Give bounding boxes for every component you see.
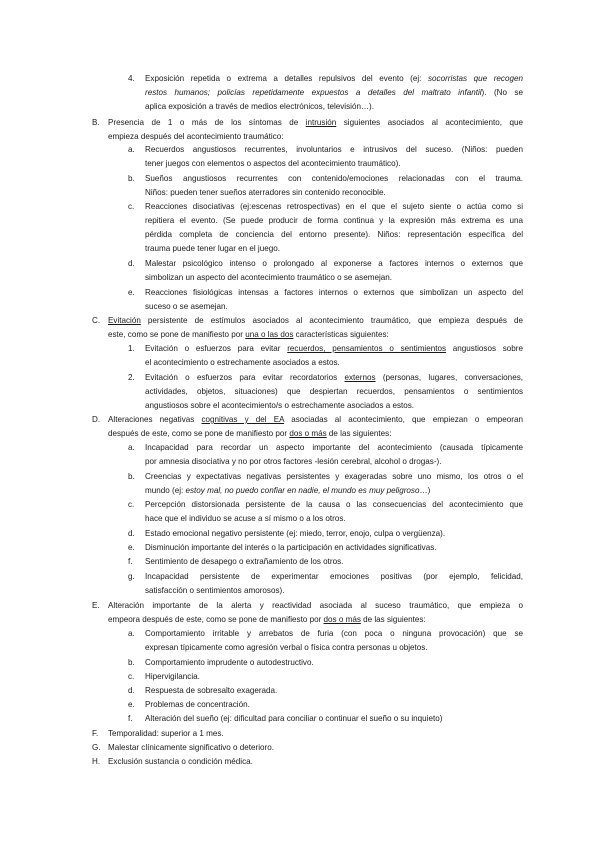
item-line: Sentimiento de desapego o extrañamiento de los otros.: [145, 557, 344, 566]
item-line: repitiera el evento. (Se puede producir de forma continua y la expresión más extrema es una: [145, 216, 523, 225]
section-line: Exclusión sustancia o condición médica.: [108, 757, 253, 766]
item-line: expresan típicamente como agresión verbal o física contra personas u objetos.: [145, 643, 428, 652]
item-line: restos humanos; policías repetidamente expuestos a detalles del maltrato infantil). (No se: [145, 88, 523, 97]
item-line: Reacciones fisiológicas intensas a factores internos o externos que simbolizan un aspecto del: [145, 288, 523, 297]
section-line: después de este, como se pone de manifiesto por dos o más de las siguientes:: [108, 429, 392, 438]
item-line: Alteración del sueño (ej: dificultad para conciliar o continuar el sueño o su inquieto): [145, 714, 443, 723]
item-label: g.: [128, 572, 135, 581]
item-line: Evitación o esfuerzos para evitar recuerdos, pensamientos o sentimientos angustiosos sobre: [145, 344, 523, 353]
item-line: Creencias y expectativas negativas persistentes y exageradas sobre uno mismo, los otros o el: [145, 472, 523, 481]
item-line: por amnesia disociativa y no por otros factores -lesión cerebral, alcohol o drogas-).: [145, 457, 442, 466]
item-label: d.: [128, 259, 135, 268]
item-label: f.: [128, 714, 133, 723]
item-line: simbolizan un aspecto del acontecimiento traumático o se asemejan.: [145, 273, 392, 282]
item-line: tener juegos con elementos o aspectos del acontecimiento traumático).: [145, 159, 401, 168]
section-label: F.: [92, 729, 99, 738]
item-label: a.: [128, 145, 135, 154]
item-label: b.: [128, 658, 135, 667]
item-line: Niños: pueden tener sueños aterradores sin contenido reconocible.: [145, 188, 386, 197]
item-line: Hipervigilancia.: [145, 672, 200, 681]
item-line: actividades, objetos, situaciones) que despiertan recuerdos, pensamientos o sentimientos: [145, 387, 523, 396]
item-line: Sueños angustiosos recurrentes con contenido/emociones relacionadas con el trauma.: [145, 174, 523, 183]
item-line: Disminución importante del interés o la participación en actividades significativas.: [145, 543, 437, 552]
item-label: f.: [128, 557, 133, 566]
item-line: satisfacción o sentimientos amorosos).: [145, 586, 285, 595]
section-label: B.: [92, 118, 100, 127]
item-label: 2.: [128, 373, 135, 382]
item-line: Recuerdos angustiosos recurrentes, involuntarios e intrusivos del suceso. (Niños: pueden: [145, 145, 523, 154]
item-line: angustiosos sobre el acontecimiento/s o estrechamente asociados a estos.: [145, 401, 415, 410]
section-label: C.: [92, 316, 101, 325]
item-line: Comportamiento imprudente o autodestructivo.: [145, 658, 314, 667]
section-line: empeora después de este, como se pone de manifiesto por dos o más de las siguientes:: [108, 615, 426, 624]
item-line: Incapacidad para recordar un aspecto importante del acontecimiento (causada típicamente: [145, 443, 523, 452]
item-line: Evitación o esfuerzos para evitar recordatorios externos (personas, lugares, conversaciones,: [145, 373, 523, 382]
section-label: D.: [92, 415, 101, 424]
item-label: c.: [128, 672, 135, 681]
section-line: Alteraciones negativas cognitivas y del EA asociadas al acontecimiento, que empiezan o empeoran: [108, 415, 524, 424]
item-line: hace que el individuo se acuse a sí mismo o a los otros.: [145, 514, 346, 523]
item-label: e.: [128, 700, 135, 709]
item-line: el acontecimiento o estrechamente asociados a estos.: [145, 358, 340, 367]
item-line: Exposición repetida o extrema a detalles repulsivos del evento (ej: socorristas que recogen: [145, 74, 523, 83]
section-line: Presencia de 1 o más de los síntomas de intrusión siguientes asociados al acontecimiento, que: [108, 118, 523, 127]
item-label: 1.: [128, 344, 135, 353]
item-line: trauma puede tener lugar en el juego.: [145, 244, 280, 253]
item-line: pérdida completa de conciencia del entorno presente). Niños: representación específica del: [145, 230, 523, 239]
item-label: b.: [128, 472, 135, 481]
section-line: Malestar clínicamente significativo o deterioro.: [108, 743, 274, 752]
section-label: E.: [92, 601, 100, 610]
item-label: a.: [128, 629, 135, 638]
item-line: Reacciones disociativas (ej:escenas retrospectivas) en el que el sujeto siente o actúa como si: [145, 202, 523, 211]
section-line: Temporalidad: superior a 1 mes.: [108, 729, 224, 738]
item-label: c.: [128, 500, 135, 509]
item-line: Malestar psicológico intenso o prolongado al exponerse a factores internos o externos que: [145, 259, 523, 268]
item-line: Estado emocional negativo persistente (ej: miedo, terror, enojo, culpa o vergüenza).: [145, 529, 446, 538]
item-line: Percepción distorsionada persistente de la causa o las consecuencias del acontecimiento que: [145, 500, 523, 509]
section-label: G.: [92, 743, 101, 752]
item-line: Problemas de concentración.: [145, 700, 250, 709]
section-line: Alteración importante de la alerta y reactividad asociada al suceso traumático, que empieza o: [108, 601, 523, 610]
item-line: Comportamiento irritable y arrebatos de furia (con poca o ninguna provocación) que se: [145, 629, 523, 638]
item-label: e.: [128, 288, 135, 297]
item-line: Respuesta de sobresalto exagerada.: [145, 686, 278, 695]
section-label: H.: [92, 757, 101, 766]
item-label: 4.: [128, 74, 135, 83]
section-line: empieza después del acontecimiento traumático:: [108, 132, 284, 141]
item-line: mundo (ej: estoy mal, no puedo confiar en nadie, el mundo es muy peligroso…): [145, 486, 431, 495]
item-label: d.: [128, 529, 135, 538]
item-label: e.: [128, 543, 135, 552]
section-line: este, como se pone de manifiesto por una o las dos características siguientes:: [108, 330, 389, 339]
item-label: c.: [128, 202, 135, 211]
item-label: d.: [128, 686, 135, 695]
item-line: Incapacidad persistente de experimentar emociones positivas (por ejemplo, felicidad,: [145, 572, 523, 581]
item-line: aplica exposición a través de medios electrónicos, televisión…).: [145, 102, 374, 111]
item-line: suceso o se asemejan.: [145, 302, 228, 311]
item-label: a.: [128, 443, 135, 452]
section-line: Evitación persistente de estímulos asociados al acontecimiento traumático, que empieza después de: [108, 316, 523, 325]
item-label: b.: [128, 174, 135, 183]
